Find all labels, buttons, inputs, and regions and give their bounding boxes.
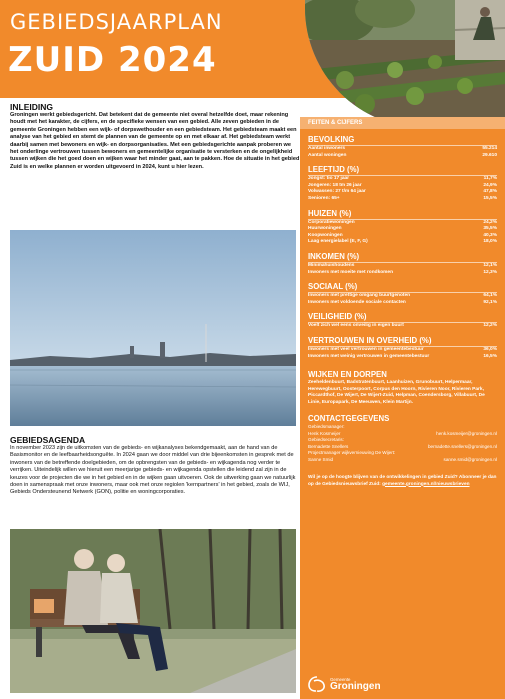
facts-row [308,189,497,196]
left-column [10,100,300,171]
agenda-column [10,433,300,497]
facts-list [300,135,505,360]
contact-email[interactable]: henk.kosmeijer@groningen.nl [436,430,497,436]
contact-block [300,414,505,462]
contact-label: Henk Kosmeijer [308,430,341,436]
facts-value: 24,2% [483,219,497,225]
facts-label: Jongst: tio 17 jaar [308,176,350,182]
facts-row [308,146,497,153]
newsletter-link[interactable]: gemeente.groningen.nl/nieuwsbrieven [382,481,470,487]
feiten-heading: FEITEN & CIJFERS [300,117,505,129]
facts-label: Laag energielabel (E, F, G) [308,239,368,245]
groningen-logo [308,675,381,693]
wijken-text: Zeeheldenbuurt, Badstratenbuurt, Laanhuizen, Grunobuurt, Helpermaar, Herewegbuurt, Oosterpoort, Corpus den Hoorn, Rivieren Noor, Rivieren Park, Piccardthof, De Wijert, De Wijert-Zuid, Helpman, Coendersborg, Villabuurt, De Linie, Europapark, De Meeuwen, Klein Martijn. [308,380,485,405]
facts-row [308,300,497,307]
facts-section-heading: VEILIGHEID (%) [308,312,367,322]
logo-small: Gemeente [330,676,351,682]
facts-section-heading: VERTROUWEN IN OVERHEID (%) [308,335,432,345]
facts-panel [300,117,505,699]
logo-big: Groningen [330,680,381,692]
contact-email[interactable]: bernadette.snellers@groningen.nl [427,443,497,449]
facts-value: 18,0% [483,239,497,245]
wijken-block [300,370,505,406]
facts-value: 55.214 [482,146,497,151]
facts-value: 16,5% [483,353,497,359]
closing-block [300,475,505,488]
contact-label: Gebiedsmanager: [308,424,345,430]
facts-section-heading: SOCIAAL (%) [308,282,358,292]
facts-value: 15,5% [483,195,497,201]
facts-label: Voelt zich wel eens onveilig in eigen buurt [308,323,404,329]
contact-heading: CONTACTGEGEVENS [308,414,390,424]
facts-value: 47,8% [483,189,497,195]
facts-value: 12,2% [483,323,497,329]
facts-label: Inwoners met moeite met rondkomen [308,269,394,275]
facts-row [308,263,497,270]
title-line-1: GEBIEDSJAARPLAN [10,10,223,34]
facts-row [308,196,497,203]
bench-photo [10,529,296,693]
title-line-2: ZUID 2024 [8,40,217,80]
facts-label: Minimahuishoudens [308,262,355,268]
contact-label: Gebiedsecretaris: [308,437,345,443]
facts-label: Inwoners met prettige omgang buurtgenoten [308,293,411,299]
facts-row [308,354,497,361]
facts-value: 40,3% [483,232,497,238]
water-photo [10,230,296,426]
wijken-heading: WIJKEN EN DORPEN [308,370,387,380]
facts-label: Aantal woningen [308,152,347,158]
facts-section-heading: LEEFTIJD (%) [308,165,360,175]
facts-row [308,347,497,354]
facts-value: 29.610 [482,152,497,158]
facts-value: 24,9% [483,182,497,188]
facts-label: Huurwoningen [308,226,342,232]
facts-value: 64,1% [483,293,497,299]
facts-section-heading: BEVOLKING [308,135,355,144]
facts-row [308,293,497,300]
groningen-logo-icon [308,675,326,693]
contact-label: Projectmanager wijkvernieuwing De Wijert: [308,450,396,456]
facts-label: Volwassen: 27 t/m 64 jaar [308,189,366,195]
facts-section-heading: HUIZEN (%) [308,208,352,218]
garden-photo [305,0,505,128]
facts-label: Inwoners met voldoende sociale contacten [308,299,406,305]
facts-label: Senioren: 65+ [308,195,340,201]
facts-row [308,239,497,246]
gebiedsagenda-text: In november 2023 zijn de uitkomsten van de gebieds- en wijkanalyses bekendgemaakt, aan de hand van de Basismonitor en de leefbaarheidsonguête. In 2024 gaan we door middel van drie bijeenkomsten in gesprek met de inwoners van de betreffende doelgebieden, om de opbrengsten van de gebieds- en wijkagenda nog verder te verrijken. Uiteindelijk willen we hieruit een meerjarige gebieds- en wijkagenda opstellen die leidend zal zijn in de keuzes voor de projecten die we in het gebied en in de wijken gaan uitvoeren. Ook de uitwerking gaan we natuurlijk doen in samenspraak met onze inwoners, maar ook met onze regiolen 'kernpartners' in het gebied, zoals de WIJ, Gebieds Ondersteunend Netwerk (GON), politie en woningcorporaties. [10,445,296,496]
facts-value: 11,7% [483,176,497,182]
contact-label: Sanne Smid [308,456,334,462]
contact-row [308,457,497,463]
facts-value: 12,1% [483,262,497,268]
facts-section-heading: INKOMEN (%) [308,251,360,261]
inleiding-text: Groningen werkt gebiedsgericht. Dat betekent dat de gemeente niet overal hetzelfde doet, maar rekening houdt met het karakter, de cijfers, en de specifieke wensen van een gebied. Alle zeven gebieden in de gemeente Groningen hebben een wijk- of dorpswethouder en een gebiedsteam. Het gebiedsteam maakt een analyse van het gebied en stemt de plannen van de gemeente op en met elkaar af. Het gebiedsteam werkt daarbij samen met bewoners en wijk- en dorpsorganisaties. Met een gebiedsgerichte aanpak proberen we het onderlinge vertrouwen tussen bewoners en gemeentelijke organisatie te versterken en de ongelijkheid tussen wijken die het goed doen en wijken waar het minder gaat, aan te pakken. Hoe de situatie in het gebied Zuid is en welke plannen er worden uitgevoerd in 2024, kunt u hier lezen. [10,112,300,170]
facts-value: 35,5% [483,226,497,232]
facts-row [308,226,497,233]
facts-label: Aantal inwoners [308,146,346,151]
facts-value: 12,3% [483,269,497,275]
contact-list [308,424,497,462]
facts-row [308,323,497,330]
facts-row [308,176,497,183]
facts-value: 92,1% [483,299,497,305]
contact-label: Bernadette Snellers [308,443,349,449]
facts-label: Inwoners met weinig vertrouwen in gemeentebestuur [308,353,430,359]
facts-label: Koopwoningen [308,232,343,238]
contact-email[interactable]: sanne.smid@groningen.nl [443,456,497,462]
facts-row [308,153,497,160]
closing-text: Wil je op de hoogte blijven van de ontwikkelingen in gebied Zuid? Abonneer je dan op de Gebiedsnieuwsbrief Zuid: [308,474,497,487]
gebiedsagenda-heading: GEBIEDSAGENDA [10,435,86,445]
facts-label: Inwoners met veel vertrouwen in gemeentebestuur [308,346,424,352]
inleiding-heading: INLEIDING [10,102,53,112]
facts-row [308,270,497,277]
facts-label: Corporatiewoningen [308,219,355,225]
facts-value: 36,0% [483,346,497,352]
facts-label: Jongeren: 18 tm 26 jaar [308,182,362,188]
